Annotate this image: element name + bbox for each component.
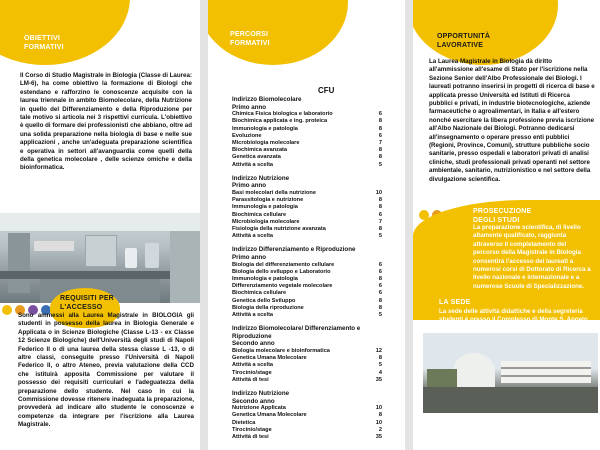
course-cfu: 8 (378, 204, 382, 211)
course-block-year: Secondo anno (232, 340, 275, 348)
course-name: Genetica Umana Molecolare (232, 412, 307, 419)
course-cfu: 8 (378, 118, 382, 125)
course-name: Genetica avanzata (232, 154, 281, 161)
course-cfu: 6 (378, 111, 382, 118)
course-block-year: Secondo anno (232, 397, 275, 405)
course-name: Nutrizione Applicata (232, 405, 286, 412)
course-cfu: 8 (378, 154, 382, 161)
course-cfu: 6 (378, 211, 382, 218)
course-cfu: 35 (375, 376, 382, 383)
course-cfu: 8 (378, 412, 382, 419)
course-name: Immunologia e patologia (232, 276, 298, 283)
course-row (232, 362, 382, 369)
course-row (232, 269, 382, 276)
course-cfu: 8 (378, 125, 382, 132)
course-block-title: Indirizzo Nutrizione (232, 174, 290, 182)
career-text: La Laurea Magistrale in Biologia dà diritto all'ammissione all'esame di Stato per l'iscrizione nella Sezione Senior dell'Albo Professionale dei Biologi. I laureati potranno inserirsi in progetti di ricerca di base e applicata presso Università ed Istituti di Ricerca pubblici e privati, in industrie biotecnologiche, aziende farmaceutiche o agroalimentari, in Italia e all'estero nonché esercitare la libera professione previa iscrizione all'Albo Nazionale dei Biologi. Potranno dedicarsi all'insegnamento o operare presso enti pubblici (Regioni, Province, Comuni), strutture pubbliche socio sanitarie, presso ospedali e laboratori privati di analisi cliniche, studi professionali privati operanti nel settore ambientale, sanitario, nutrizionistico e nel settore della divulgazione scientifica. (429, 58, 595, 183)
course-name: Attività a scelta (232, 161, 274, 168)
course-block (232, 325, 382, 384)
course-name: Tirocinio/stage (232, 369, 272, 376)
course-row (232, 434, 382, 441)
dot-yellow (2, 305, 12, 315)
course-name: Immunologia e patologia (232, 204, 298, 211)
course-row (232, 140, 382, 147)
course-row (232, 118, 382, 125)
course-name: Fisiologia della nutrizione avanzata (232, 226, 326, 233)
course-block (232, 246, 382, 319)
course-cfu: 8 (378, 297, 382, 304)
panel-obiettivi (0, 0, 200, 450)
course-row (232, 276, 382, 283)
course-name: Biologia della riproduzione (232, 304, 304, 311)
course-block-title: Indirizzo Biomolecolare/ Differenziamento e Riproduzione (232, 325, 361, 340)
course-name: Biologia del differenziamento cellulare (232, 261, 335, 268)
course-row (232, 355, 382, 362)
course-row (232, 154, 382, 161)
course-row (232, 348, 382, 355)
course-row (232, 111, 382, 118)
course-row (232, 312, 382, 319)
course-cfu: 8 (378, 276, 382, 283)
panel-percorsi (208, 0, 405, 450)
course-cfu: 8 (378, 226, 382, 233)
course-cfu: 5 (378, 233, 382, 240)
course-cfu: 12 (375, 348, 382, 355)
course-name: Immunologia e patologia (232, 125, 298, 132)
header-blob (0, 0, 130, 65)
course-row (232, 290, 382, 297)
prosecuzione-text: La preparazione scientifica, di livello altamente qualificato, raggiunta attraverso il completamento del percorso della Magistrale in Biologia consentirà l'accesso dei laureati a numerosi corsi di Dottorato di Ricerca a livello nazionale e internazionale e a numerose Scuole di Specializzazione. (473, 224, 591, 290)
course-row (232, 126, 382, 133)
course-cfu: 6 (378, 268, 382, 275)
course-cfu: 8 (378, 355, 382, 362)
course-row (232, 298, 382, 305)
campus-photo (423, 333, 598, 413)
course-name: Attività a scelta (232, 362, 274, 369)
course-cfu: 7 (378, 218, 382, 225)
course-block-year: Primo anno (232, 103, 267, 111)
course-block (232, 175, 382, 241)
prosecuzione-header: PROSECUZIONE DEGLI STUDI (473, 208, 532, 224)
course-name: Differenziamento vegetale molecolare (232, 283, 333, 290)
course-name: Biochimica cellulare (232, 290, 287, 297)
course-block-year: Primo anno (232, 182, 267, 190)
course-row (232, 197, 382, 204)
course-list (232, 96, 382, 447)
course-name: Parassitologia e nutrizione (232, 197, 304, 204)
course-name: Chimica Fisica biologica e laboratorio (232, 111, 333, 118)
course-row (232, 262, 382, 269)
course-name: Biochimica cellulare (232, 211, 287, 218)
obiettivi-text: Il Corso di Studio Magistrale in Biologia (Classe di Laurea: LM-6), ha come obiettivo la formazione di Biologi che estendano e rafforzino le conoscenze acquisite con la laurea triennale in ambito Biomolecolare, della Nutrizione in quello del Differenziamento e della Riproduzione per tale motivo si articola nei 3 rispettivi curricula. L'obiettivo è quello di formare dei professionisti che abbiano, oltre ad una solida preparazione nella biologia di base e nelle sue applicazioni , anche un'adeguata preparazione scientifica e operativa in settori all'avanguardia come quelli della della genetica molecolare , delle scienze omiche e della bioinformatica. (20, 72, 192, 172)
course-cfu: 6 (378, 290, 382, 297)
course-name: Tirocinio/stage (232, 426, 272, 433)
course-name: Basi molecolari della nutrizione (232, 190, 316, 196)
access-header: REQUISITI PER L'ACCESSO (60, 295, 114, 311)
course-row (232, 377, 382, 384)
course-cfu: 5 (378, 161, 382, 168)
course-block-year: Primo anno (232, 254, 267, 262)
course-row (232, 204, 382, 211)
course-name: Genetica dello Sviluppo (232, 297, 296, 304)
course-cfu: 6 (378, 283, 382, 290)
course-name: Biochimica avanzata (232, 147, 288, 154)
obiettivi-header: OBIETTIVI FORMATIVI (24, 35, 64, 51)
course-cfu: 6 (378, 132, 382, 139)
course-cfu: 10 (375, 419, 382, 426)
course-row (232, 226, 382, 233)
course-cfu: 7 (378, 140, 382, 146)
panel-opportunita (413, 0, 600, 450)
course-cfu: 5 (378, 362, 382, 369)
course-row (232, 190, 382, 197)
course-name: Biologia molecolare e bioinformatica (232, 348, 330, 355)
course-name: Microbiologia molecolare (232, 218, 300, 225)
course-name: Attività di tesi (232, 434, 269, 441)
course-row (232, 162, 382, 169)
course-row (232, 212, 382, 219)
course-cfu: 6 (378, 261, 382, 268)
course-name: Biologia dello sviluppo e Laboratorio (232, 268, 331, 275)
sede-header: LA SEDE (439, 299, 471, 306)
course-row (232, 305, 382, 312)
course-cfu: 5 (378, 312, 382, 319)
access-text: Sono ammessi alla Laurea Magistrale in BIOLOGIA gli studenti in possesso della laurea in Biologia Generale e Applicata o in Scienze Biologiche (Classe L-13 - ex Classe 12 Scienze Biologiche) dell'Università degli studi di Napoli Federico II o di una laurea della stessa classe L -13, o di altre classi, conseguite presso l'Università di Napoli Federico II, o altro Ateneo, previa valutazione della CCD che istituirà apposita Commissione per valutare il possesso dei requisiti curriculari e l'adeguatezza della preparazione dello studente. Nel caso in cui la Commissione dovesse ritenere inadeguata la preparazione, provvederà ad indicare allo studente le conoscenze e competenze da integrare per l'iscrizione alla Laurea Magistrale. (18, 312, 194, 429)
course-block-title: Indirizzo Biomolecolare (232, 96, 302, 103)
course-row (232, 427, 382, 434)
course-cfu: 10 (375, 405, 382, 412)
course-cfu: 8 (378, 304, 382, 311)
course-name: Biochimica applicata e ing. proteica (232, 118, 328, 125)
course-row (232, 233, 382, 240)
course-row (232, 283, 382, 290)
fold-strip-right (405, 0, 413, 450)
course-cfu: 8 (378, 147, 382, 154)
cfu-label: CFU (318, 86, 335, 95)
course-row (232, 370, 382, 377)
course-row (232, 420, 382, 427)
course-cfu: 2 (378, 426, 382, 433)
course-block-title: Indirizzo Nutrizione (232, 390, 290, 398)
course-cfu: 4 (378, 369, 382, 376)
course-name: Attività a scelta (232, 312, 274, 319)
course-block-title: Indirizzo Differenziamento e Riproduzione (232, 246, 356, 254)
course-name: Attività di tesi (232, 376, 269, 383)
course-row (232, 405, 382, 412)
course-name: Dietetica (232, 419, 256, 426)
course-row (232, 219, 382, 226)
course-cfu: 8 (378, 197, 382, 204)
course-name: Attività a scelta (232, 233, 274, 240)
course-row (232, 147, 382, 154)
opportunita-header: OPPORTUNITÀ LAVORATIVE (437, 33, 491, 49)
course-name: Genetica Umana Molecolare (232, 355, 307, 362)
sede-text: La sede delle attività didattiche e della segreteria studenti è presso il Complesso di Monte S. Angelo in via Cintia a Napoli. (439, 308, 588, 332)
course-name: Microbiologia molecolare (232, 140, 300, 146)
course-name: Evoluzione (232, 132, 262, 139)
course-cfu: 35 (375, 434, 382, 441)
course-block (232, 96, 382, 169)
course-row (232, 412, 382, 419)
course-cfu: 10 (375, 190, 382, 196)
course-row (232, 133, 382, 140)
course-block (232, 390, 382, 441)
percorsi-header: PERCORSI FORMATIVI (230, 31, 270, 47)
fold-strip-left (200, 0, 208, 450)
